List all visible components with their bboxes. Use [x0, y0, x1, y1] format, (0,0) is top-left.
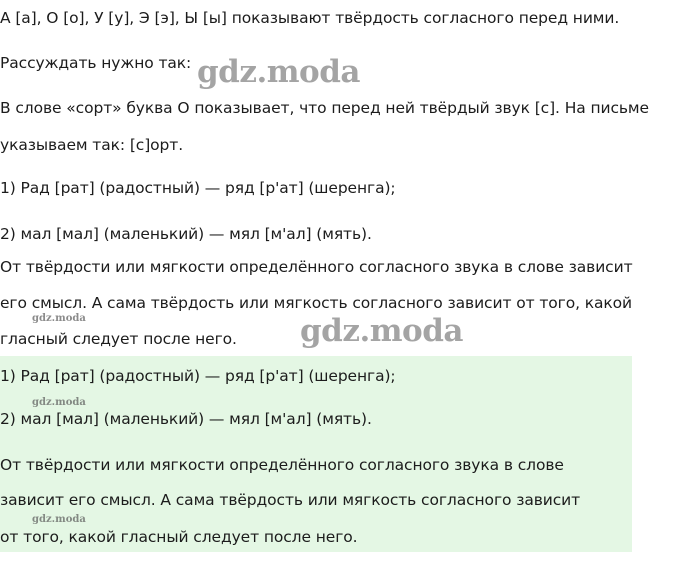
watermark-logo: gdz.moda [300, 313, 463, 349]
watermark-logo: gdz.moda [197, 54, 360, 90]
text-line: его смысл. А сама твёрдость или мягкость согласного зависит от того, какой [0, 294, 633, 312]
answer-line: от того, какой гласный следует после него. [0, 528, 358, 546]
text-line: 2) мал [мал] (маленький) — мял [м'ал] (мять). [0, 225, 372, 243]
text-line: 1) Рад [рат] (радостный) — ряд [р'ат] (шеренга); [0, 179, 396, 197]
text-line: От твёрдости или мягкости определённого согласного звука в слове зависит [0, 258, 633, 276]
text-line: указываем так: [с]орт. [0, 136, 184, 154]
watermark-small: gdz.moda [32, 313, 86, 324]
text-line: гласный следует после него. [0, 330, 237, 348]
answer-line: 2) мал [мал] (маленький) — мял [м'ал] (мять). [0, 410, 372, 428]
answer-line: От твёрдости или мягкости определённого согласного звука в слове [0, 456, 564, 474]
text-line: В слове «сорт» буква О показывает, что перед ней твёрдый звук [с]. На письме [0, 99, 649, 117]
text-line: А [а], О [о], У [у], Э [э], Ы [ы] показывают твёрдость согласного перед ними. [0, 9, 620, 27]
answer-line: 1) Рад [рат] (радостный) — ряд [р'ат] (шеренга); [0, 367, 396, 385]
watermark-small: gdz.moda [32, 397, 86, 408]
text-line: Рассуждать нужно так: [0, 54, 192, 72]
answer-line: зависит его смысл. А сама твёрдость или мягкость согласного зависит [0, 491, 581, 509]
watermark-small: gdz.moda [32, 514, 86, 525]
